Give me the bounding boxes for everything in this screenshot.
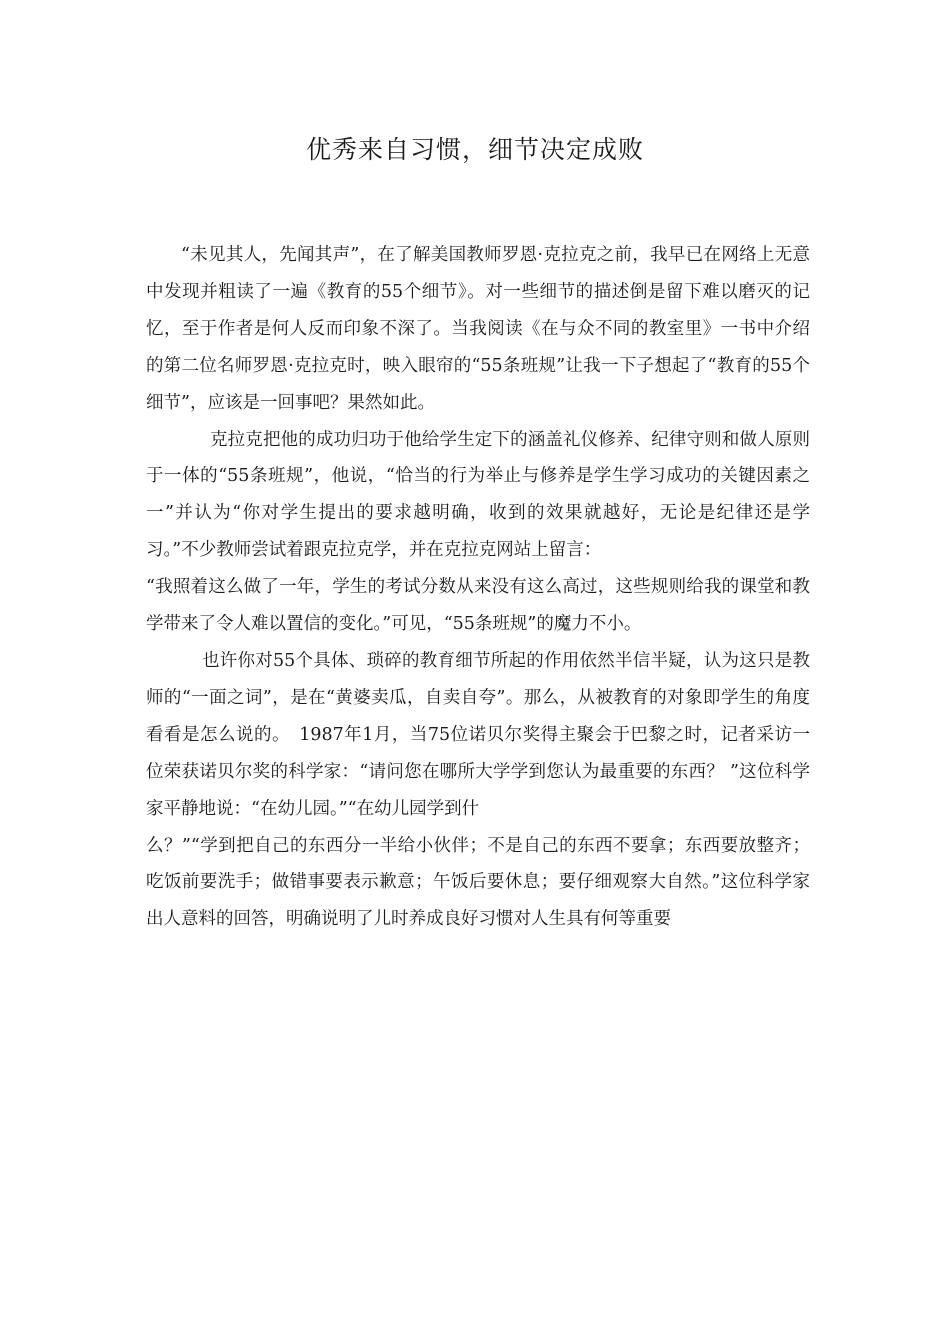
document-title: 优秀来自习惯，细节决定成败 [305, 135, 644, 164]
paragraph-5: 么？”“学到把自己的东西分一半给小伙伴；不是自己的东西不要拿；东西要放整齐；吃饭前要洗手；做错事要表示歉意；午饭后要休息；要仔细观察大自然。”这位科学家出人意料的回答，明确说明了儿时养成良好习惯对人生具有何等重要 [146, 835, 810, 930]
paragraph-2: 克拉克把他的成功归功于他给学生定下的涵盖礼仪修养、纪律守则和做人原则于一体的“55条班规”，他说，“恰当的行为举止与修养是学生学习成功的关键因素之一”并认为“你对学生提出的要求越明确，收到的效果就越好，无论是纪律还是学习。”不少教师尝试着跟克拉克学，并在克拉克网站上留言： [146, 429, 810, 561]
paragraph-1: “未见其人，先闻其声”，在了解美国教师罗恩·克拉克之前，我早已在网络上无意中发现并粗读了一遍《教育的55个细节》。对一些细节的描述倒是留下难以磨灭的记忆，至于作者是何人反而印象不深了。当我阅读《在与众不同的教室里》一书中介绍的第二位名师罗恩·克拉克时，映入眼帘的“55条班规”让我一下子想起了“教育的55个细节”，应该是一回事吧？果然如此。 [146, 245, 810, 413]
document-body [146, 237, 810, 938]
paragraph-4: 也许你对55个具体、琐碎的教育细节所起的作用依然半信半疑，认为这只是教师的“一面之词”，是在“黄婆卖瓜，自卖自夸”。那么，从被教育的对象即学生的角度看看是怎么说的。 1987年1月，当75位诺贝尔奖得主聚会于巴黎之时，记者采访一位荣获诺贝尔奖的科学家：“请问您在哪所大学学到您认为最重要的东西？ ”这位科学家平静地说：“在幼儿园。”“在幼儿园学到什 [146, 650, 810, 819]
paragraph-3: “我照着这么做了一年，学生的考试分数从来没有这么高过，这些规则给我的课堂和教学带来了令人难以置信的变化。”可见，“55条班规”的魔力不小。 [146, 577, 810, 635]
